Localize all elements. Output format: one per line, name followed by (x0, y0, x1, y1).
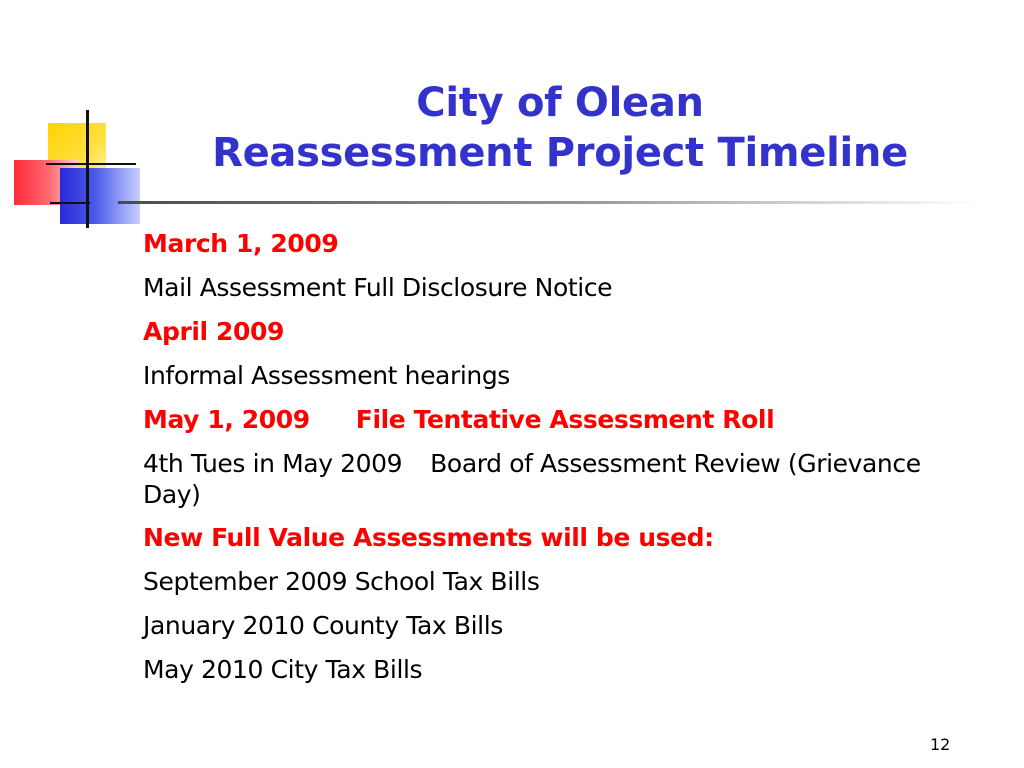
timeline-row-may (143, 404, 963, 435)
timeline-date-may: May 1, 2009 (143, 405, 310, 434)
timeline-item-mail-notice: Mail Assessment Full Disclosure Notice (143, 273, 613, 302)
timeline-item-informal-hearings: Informal Assessment hearings (143, 361, 510, 390)
vertical-line-decoration (86, 110, 89, 228)
title-underline-rule (118, 201, 978, 204)
title-line-1: City of Olean (416, 80, 704, 126)
tax-bill-city: May 2010 City Tax Bills (143, 655, 423, 684)
tax-bill-county: January 2010 County Tax Bills (143, 611, 503, 640)
timeline-date-march: March 1, 2009 (143, 229, 339, 258)
timeline-date-april: April 2009 (143, 317, 284, 346)
blue-square-decoration (60, 168, 140, 224)
timeline-item-board-review: Board of Assessment Review (Grievance Day) (143, 449, 921, 509)
timeline-row-grievance (143, 448, 963, 510)
timeline-content (143, 228, 963, 698)
timeline-item-tentative-roll: File Tentative Assessment Roll (355, 405, 775, 434)
horizontal-line-decoration (46, 163, 136, 165)
horizontal-line-decoration-2 (50, 202, 90, 204)
assessments-heading: New Full Value Assessments will be used: (143, 523, 714, 552)
title-line-2: Reassessment Project Timeline (212, 130, 908, 176)
tax-bill-school: September 2009 School Tax Bills (143, 567, 540, 596)
corner-squares-logo (0, 0, 150, 240)
slide-title (150, 78, 970, 178)
page-number: 12 (930, 735, 951, 754)
timeline-date-grievance: 4th Tues in May 2009 (143, 449, 403, 478)
